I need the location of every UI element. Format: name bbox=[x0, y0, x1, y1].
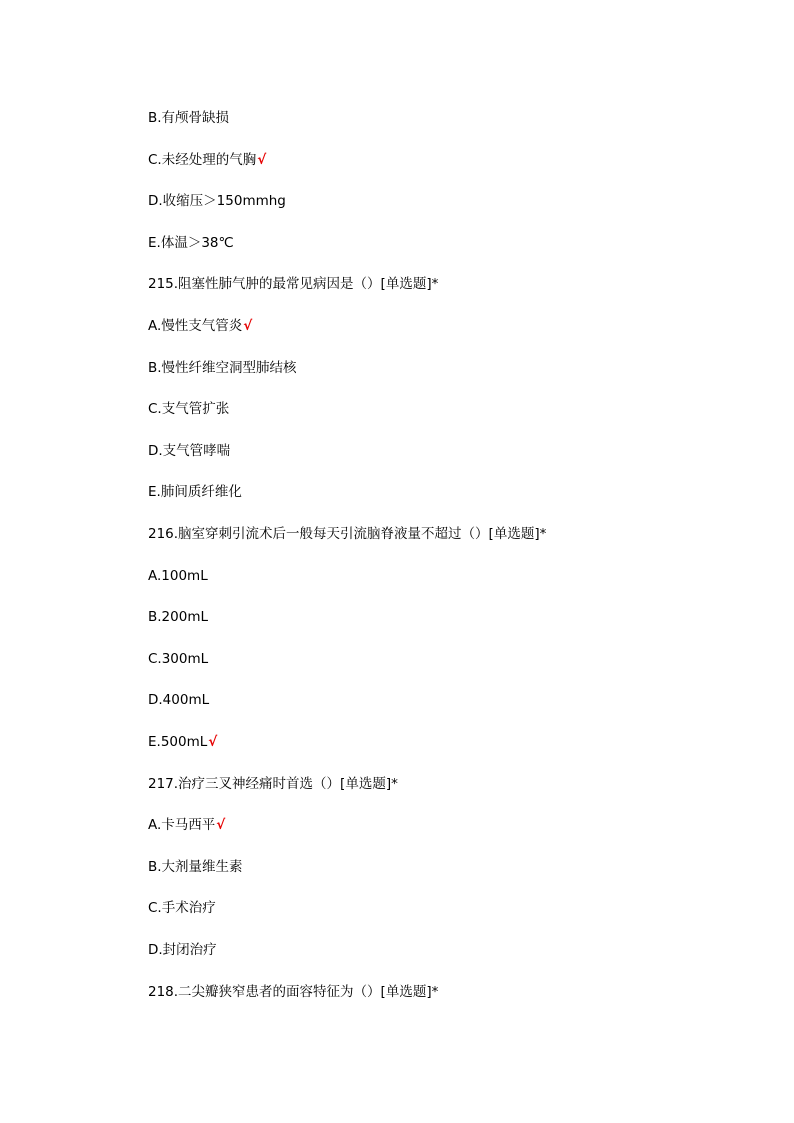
question-217 bbox=[148, 774, 399, 794]
option-b-200ml bbox=[148, 607, 209, 627]
line-text: 215.阻塞性肺气肿的最常见病因是（）[单选题]* bbox=[148, 276, 439, 292]
line-text: B.大剂量维生素 bbox=[148, 859, 243, 875]
option-d-asthma bbox=[148, 441, 231, 461]
line-text: 216.脑室穿刺引流术后一般每天引流脑脊液量不超过（）[单选题]* bbox=[148, 526, 547, 542]
question-216 bbox=[148, 524, 547, 544]
line-text: C.支气管扩张 bbox=[148, 401, 230, 417]
option-a-carbamazepine bbox=[148, 815, 225, 835]
line-text: E.500mL bbox=[148, 734, 208, 750]
line-text: 218.二尖瓣狭窄患者的面容特征为（）[单选题]* bbox=[148, 984, 439, 1000]
line-text: D.支气管哮喘 bbox=[148, 443, 231, 459]
line-text: D.封闭治疗 bbox=[148, 942, 217, 958]
option-d-400ml bbox=[148, 690, 210, 710]
option-d-systolic-pressure bbox=[148, 191, 287, 211]
line-text: C.300mL bbox=[148, 651, 209, 667]
correct-check-icon: √ bbox=[216, 817, 226, 833]
option-a-100ml bbox=[148, 566, 209, 586]
correct-check-icon: √ bbox=[243, 318, 253, 334]
line-text: A.慢性支气管炎 bbox=[148, 318, 243, 334]
line-text: C.手术治疗 bbox=[148, 900, 216, 916]
line-text: 217.治疗三叉神经痛时首选（）[单选题]* bbox=[148, 776, 398, 792]
line-text: E.肺间质纤维化 bbox=[148, 484, 242, 500]
option-a-chronic-bronchitis bbox=[148, 316, 252, 336]
correct-check-icon: √ bbox=[257, 152, 267, 168]
option-c-untreated-pneumothorax bbox=[148, 150, 266, 170]
line-text: B.慢性纤维空洞型肺结核 bbox=[148, 360, 297, 376]
question-218 bbox=[148, 982, 439, 1002]
option-c-surgery bbox=[148, 898, 217, 918]
line-text: C.未经处理的气胸 bbox=[148, 152, 257, 168]
line-text: B.有颅骨缺损 bbox=[148, 110, 230, 126]
line-text: A.卡马西平 bbox=[148, 817, 216, 833]
question-215 bbox=[148, 274, 439, 294]
option-b-cavitary-tuberculosis bbox=[148, 358, 298, 378]
line-text: B.200mL bbox=[148, 609, 208, 625]
option-b-skull-defect bbox=[148, 108, 230, 128]
line-text: E.体温＞38℃ bbox=[148, 235, 234, 251]
line-text: A.100mL bbox=[148, 568, 208, 584]
option-e-interstitial-fibrosis bbox=[148, 482, 243, 502]
option-c-300ml bbox=[148, 649, 209, 669]
option-e-500ml bbox=[148, 732, 217, 752]
line-text: D.400mL bbox=[148, 692, 210, 708]
option-b-high-dose-vitamins bbox=[148, 857, 244, 877]
option-d-nerve-block bbox=[148, 940, 218, 960]
option-e-temperature bbox=[148, 233, 235, 253]
line-text: D.收缩压＞150mmhg bbox=[148, 193, 286, 209]
correct-check-icon: √ bbox=[208, 734, 218, 750]
option-c-bronchiectasis bbox=[148, 399, 230, 419]
